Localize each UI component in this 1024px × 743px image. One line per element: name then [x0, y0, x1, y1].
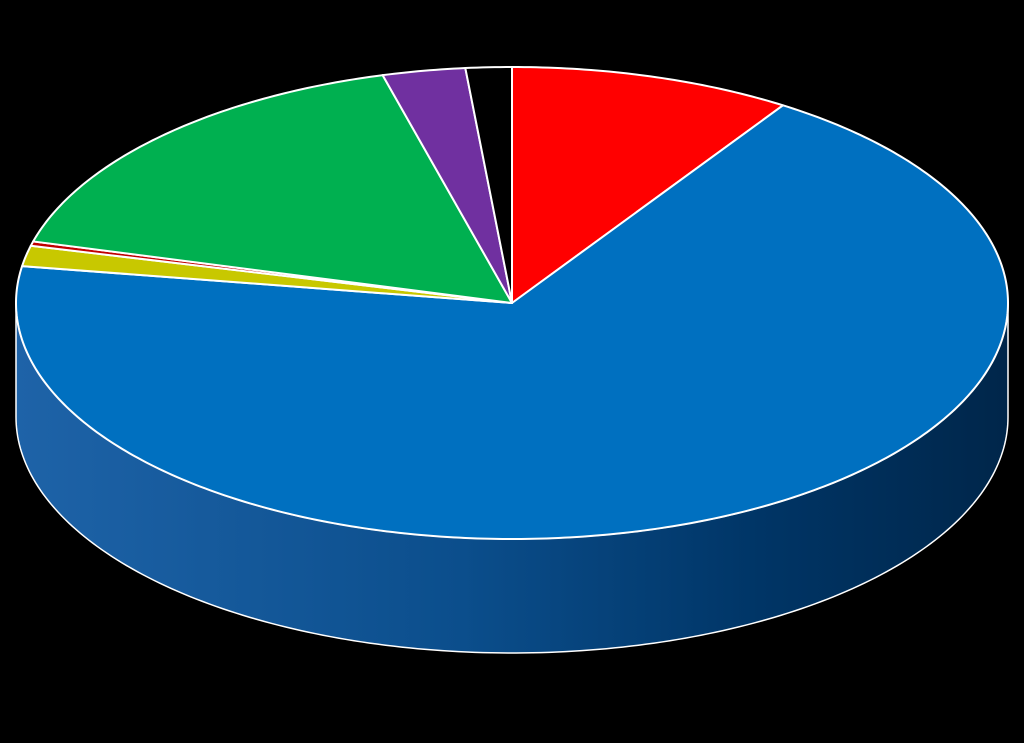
pie-top-layer	[16, 67, 1008, 539]
